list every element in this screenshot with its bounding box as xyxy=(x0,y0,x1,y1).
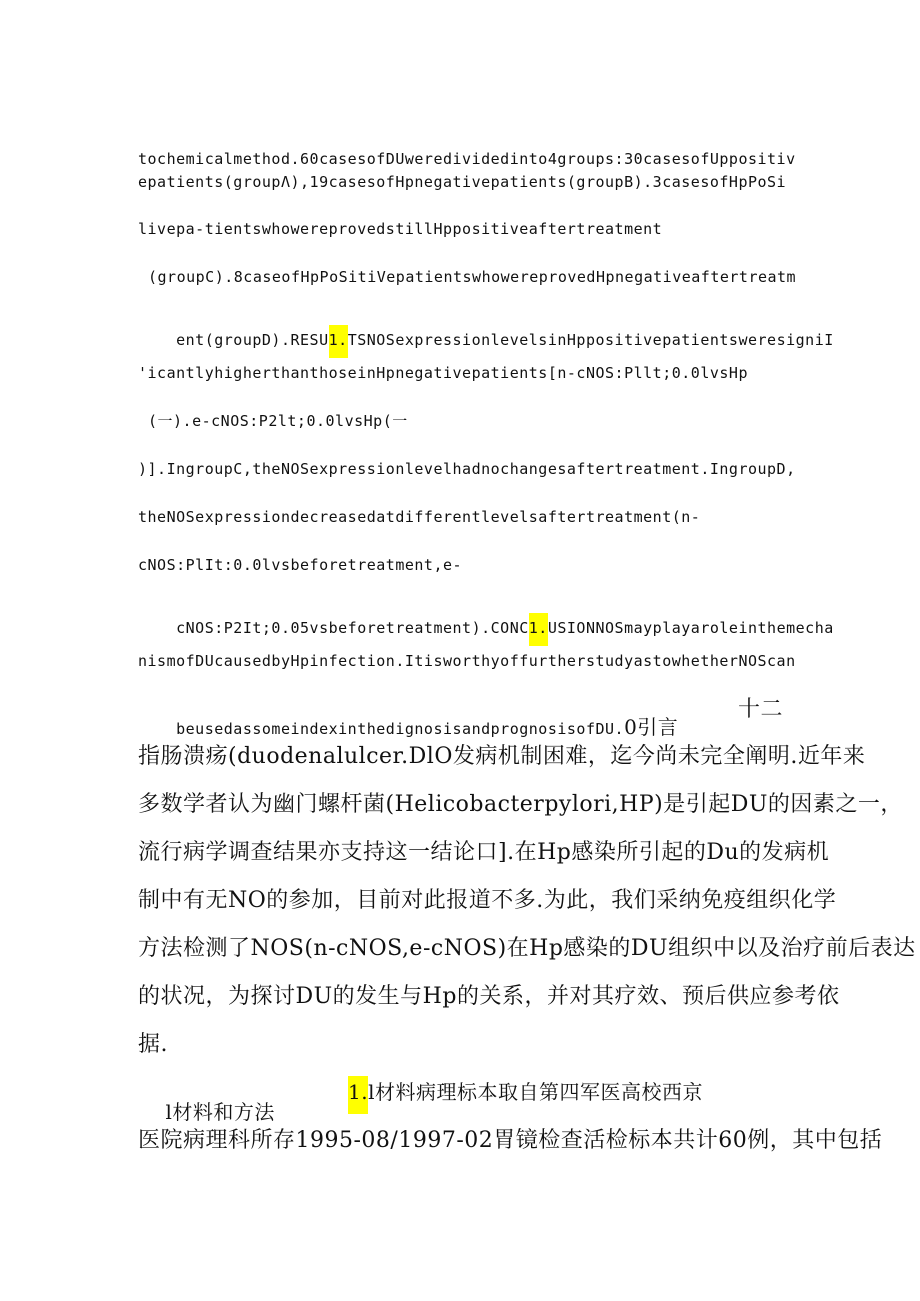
intro-continuation-start: 十二 xyxy=(738,697,784,722)
abstract-line-11-after: USIONNOSmayplayaroleinthemecha xyxy=(547,619,834,637)
intro-line-4: 制中有无NO的参加，目前对此报道不多.为此，我们采纳免疫组织化学 xyxy=(138,888,837,913)
intro-line-2: 多数学者认为幽门螺杆菌(Helicobacterpylori,HP)是引起DU的因素之一， xyxy=(138,792,903,817)
highlighted-section-number: 1. xyxy=(529,613,548,646)
methods-heading: l材料和方法 xyxy=(165,1100,275,1124)
intro-line-6: 的状况，为探讨DU的发生与Hp的关系，并对其疗效、预后供应参考依 xyxy=(138,984,840,1009)
abstract-line-1: tochemicalmethod.60casesofDUweredividedinto4groups:30casesofUppositiv xyxy=(138,150,796,168)
intro-line-1: 指肠溃疡(duodenalulcer.DlO发病机制困难，迄今尚未完全阐明.近年来 xyxy=(138,744,866,769)
abstract-line-11 xyxy=(138,606,834,651)
abstract-line-11-before: cNOS:P2It;0.05vsbeforetreatment).CONC xyxy=(176,619,529,637)
methods-line-2: 医院病理科所存1995-08/1997-02胃镜检查活检标本共计60例，其中包括 xyxy=(138,1128,883,1153)
methods-subsection xyxy=(348,1082,703,1102)
abstract-line-12: nismofDUcausedbyHpinfection.ItisworthyoffurtherstudyastowhetherNOScan xyxy=(138,652,796,670)
abstract-line-3: livepa-tientswhowereprovedstillHppositiveaftertreatment xyxy=(138,220,663,238)
abstract-line-8: )].IngroupC,theNOSexpressionlevelhadnochangesaftertreatment.IngroupD, xyxy=(138,460,796,478)
highlighted-section-number: 1. xyxy=(329,325,348,358)
abstract-line-6: 'icantlyhigherthanthoseinHpnegativepatients[n-cNOS:Pllt;0.0lvsHp xyxy=(138,364,748,382)
abstract-line-13-text: beusedassomeindexinthedignosisandprognosisofDU. xyxy=(176,720,625,738)
abstract-line-7: (一).e-cNOS:P2lt;0.0lvsHp(一 xyxy=(148,412,408,430)
abstract-line-4: (groupC).8caseofHpPoSitiVepatientswhowereprovedHpnegativeaftertreatm xyxy=(148,268,797,286)
intro-line-5: 方法检测了NOS(n-cNOS,e-cNOS)在Hp感染的DU组织中以及治疗前后表达 xyxy=(138,936,916,961)
abstract-line-5-before: ent(groupD).RESU xyxy=(176,331,329,349)
intro-line-7: 据. xyxy=(138,1032,168,1057)
highlighted-subsection-number: 1. xyxy=(348,1076,368,1114)
methods-subsection-text: l材料病理标本取自第四军医高校西京 xyxy=(368,1080,703,1104)
abstract-line-5-after: TSNOSexpressionlevelsinHppositivepatientsweresigniI xyxy=(347,331,834,349)
abstract-line-9: theNOSexpressiondecreasedatdifferentlevelsaftertreatment(n- xyxy=(138,508,701,526)
abstract-line-10: cNOS:PlIt:0.0lvsbeforetreatment,e- xyxy=(138,556,463,574)
abstract-line-2: epatients(groupΛ),19casesofHpnegativepatients(groupB).3casesofHpPoSi xyxy=(138,173,787,191)
abstract-line-5 xyxy=(138,318,834,363)
intro-line-3: 流行病学调查结果亦支持这一结论口].在Hp感染所引起的Du的发病机 xyxy=(138,840,830,865)
intro-heading: 0引言 xyxy=(624,715,679,739)
